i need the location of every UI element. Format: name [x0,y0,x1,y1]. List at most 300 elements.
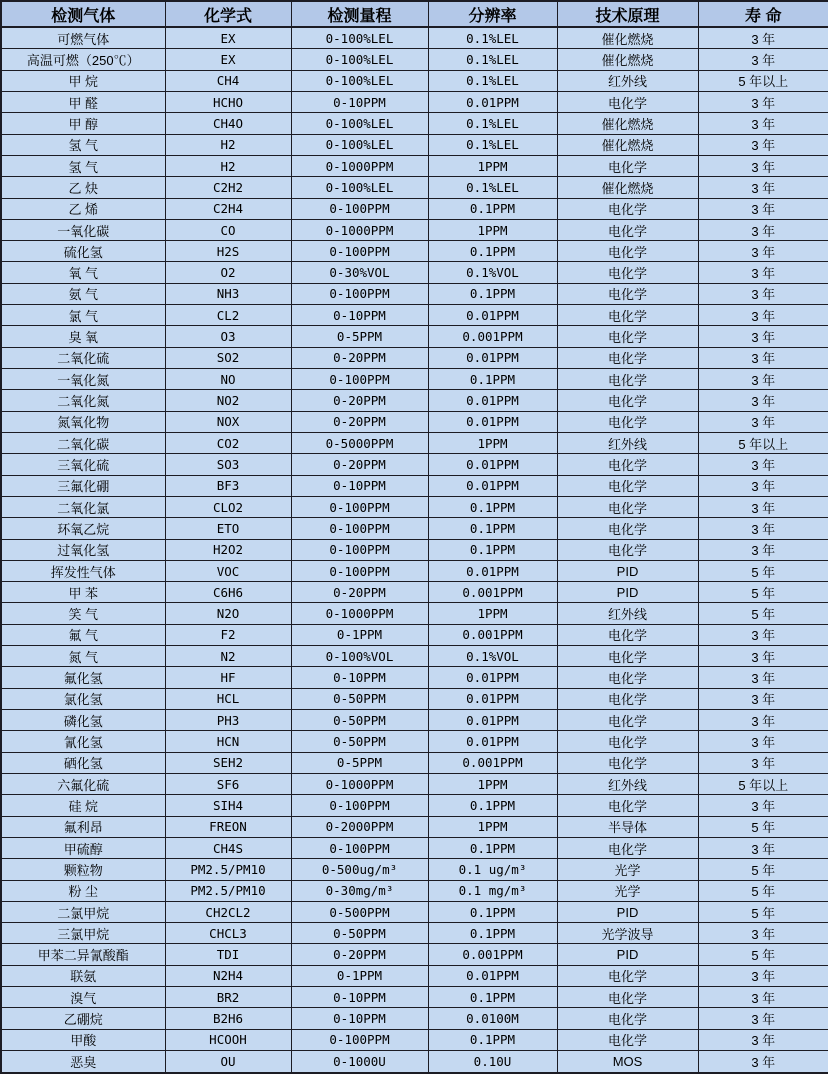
cell-gas: 氰化氢 [1,731,165,752]
table-row [1,1051,828,1073]
cell-formula: NOX [165,411,291,432]
cell-gas: 甲 苯 [1,582,165,603]
cell-principle: 电化学 [557,688,698,709]
table-row [1,49,828,70]
cell-lifespan: 3 年 [698,91,828,112]
cell-gas: 氯 气 [1,305,165,326]
table-row [1,454,828,475]
cell-gas: 可燃气体 [1,27,165,49]
cell-lifespan: 5 年 [698,859,828,880]
cell-gas: 氢 气 [1,134,165,155]
cell-resolution: 0.1PPM [428,518,557,539]
cell-formula: CH4O [165,113,291,134]
cell-gas: 二氧化氮 [1,390,165,411]
cell-range: 0-100PPM [291,837,428,858]
cell-resolution: 0.1%LEL [428,177,557,198]
table-row [1,134,828,155]
table-row [1,837,828,858]
cell-range: 0-10PPM [291,1008,428,1029]
table-row [1,369,828,390]
cell-resolution: 1PPM [428,155,557,176]
cell-principle: 电化学 [557,624,698,645]
cell-range: 0-10PPM [291,987,428,1008]
cell-resolution: 0.1%LEL [428,113,557,134]
cell-formula: H2O2 [165,539,291,560]
cell-formula: CH4 [165,70,291,91]
cell-gas: 粉 尘 [1,880,165,901]
cell-range: 0-10PPM [291,667,428,688]
cell-lifespan: 5 年 [698,560,828,581]
cell-resolution: 1PPM [428,219,557,240]
cell-principle: PID [557,944,698,965]
cell-principle: 电化学 [557,347,698,368]
cell-gas: 乙 炔 [1,177,165,198]
cell-lifespan: 3 年 [698,1029,828,1050]
cell-range: 0-100%VOL [291,646,428,667]
cell-gas: 乙硼烷 [1,1008,165,1029]
cell-formula: CH4S [165,837,291,858]
cell-resolution: 0.1PPM [428,1029,557,1050]
cell-principle: 红外线 [557,773,698,794]
cell-formula: N2O [165,603,291,624]
cell-principle: 红外线 [557,70,698,91]
cell-lifespan: 5 年 [698,901,828,922]
cell-resolution: 0.1PPM [428,198,557,219]
cell-range: 0-5000PPM [291,432,428,453]
cell-formula: HF [165,667,291,688]
cell-lifespan: 3 年 [698,49,828,70]
cell-principle: 催化燃烧 [557,27,698,49]
cell-formula: BR2 [165,987,291,1008]
cell-formula: ETO [165,518,291,539]
cell-gas: 过氧化氢 [1,539,165,560]
cell-range: 0-5PPM [291,326,428,347]
cell-range: 0-50PPM [291,688,428,709]
cell-lifespan: 3 年 [698,518,828,539]
table-row [1,731,828,752]
cell-range: 0-100PPM [291,283,428,304]
cell-resolution: 0.1%VOL [428,262,557,283]
cell-gas: 二氯甲烷 [1,901,165,922]
cell-principle: 电化学 [557,155,698,176]
cell-range: 0-20PPM [291,454,428,475]
cell-range: 0-2000PPM [291,816,428,837]
cell-resolution: 1PPM [428,773,557,794]
cell-gas: 氟利昂 [1,816,165,837]
cell-range: 0-100PPM [291,496,428,517]
cell-lifespan: 3 年 [698,539,828,560]
cell-gas: 联氨 [1,965,165,986]
cell-gas: 硫化氢 [1,241,165,262]
table-row [1,923,828,944]
cell-lifespan: 3 年 [698,688,828,709]
cell-gas: 三氟化硼 [1,475,165,496]
cell-range: 0-1PPM [291,624,428,645]
cell-gas: 溴气 [1,987,165,1008]
cell-gas: 挥发性气体 [1,560,165,581]
cell-resolution: 0.1PPM [428,795,557,816]
cell-formula: N2 [165,646,291,667]
table-row [1,816,828,837]
cell-formula: CO [165,219,291,240]
cell-formula: SEH2 [165,752,291,773]
cell-resolution: 0.001PPM [428,624,557,645]
cell-range: 0-500PPM [291,901,428,922]
cell-formula: HCHO [165,91,291,112]
cell-formula: PM2.5/PM10 [165,859,291,880]
cell-range: 0-30%VOL [291,262,428,283]
cell-range: 0-20PPM [291,411,428,432]
cell-lifespan: 3 年 [698,134,828,155]
cell-principle: 电化学 [557,91,698,112]
table-row [1,283,828,304]
cell-resolution: 0.01PPM [428,731,557,752]
cell-lifespan: 3 年 [698,390,828,411]
cell-resolution: 0.01PPM [428,710,557,731]
cell-lifespan: 3 年 [698,198,828,219]
cell-lifespan: 3 年 [698,965,828,986]
cell-resolution: 0.1PPM [428,283,557,304]
cell-formula: VOC [165,560,291,581]
cell-resolution: 0.001PPM [428,944,557,965]
table-row [1,987,828,1008]
cell-lifespan: 3 年 [698,837,828,858]
table-row [1,475,828,496]
cell-resolution: 0.01PPM [428,411,557,432]
cell-formula: O3 [165,326,291,347]
cell-formula: NH3 [165,283,291,304]
cell-principle: 电化学 [557,496,698,517]
cell-range: 0-1000PPM [291,603,428,624]
table-row [1,667,828,688]
cell-resolution: 0.1%LEL [428,49,557,70]
table-row [1,347,828,368]
table-row [1,432,828,453]
cell-principle: 电化学 [557,518,698,539]
cell-lifespan: 3 年 [698,454,828,475]
table-row [1,91,828,112]
table-row [1,27,828,49]
cell-formula: SO2 [165,347,291,368]
cell-lifespan: 3 年 [698,667,828,688]
cell-resolution: 1PPM [428,603,557,624]
cell-lifespan: 3 年 [698,1051,828,1073]
cell-resolution: 0.01PPM [428,305,557,326]
header-cell-formula: 化学式 [165,1,291,27]
cell-gas: 三氧化硫 [1,454,165,475]
cell-range: 0-20PPM [291,390,428,411]
cell-formula: CHCL3 [165,923,291,944]
table-row [1,390,828,411]
cell-lifespan: 3 年 [698,475,828,496]
cell-resolution: 1PPM [428,816,557,837]
cell-resolution: 0.1%LEL [428,134,557,155]
cell-formula: H2 [165,155,291,176]
cell-range: 0-50PPM [291,710,428,731]
cell-gas: 乙 烯 [1,198,165,219]
cell-formula: CLO2 [165,496,291,517]
cell-lifespan: 3 年 [698,624,828,645]
cell-resolution: 0.1PPM [428,987,557,1008]
cell-formula: HCN [165,731,291,752]
table-row [1,219,828,240]
cell-gas: 氨 气 [1,283,165,304]
cell-resolution: 0.1PPM [428,837,557,858]
table-row [1,326,828,347]
cell-range: 0-30mg/m³ [291,880,428,901]
cell-resolution: 0.01PPM [428,475,557,496]
cell-gas: 三氯甲烷 [1,923,165,944]
cell-principle: PID [557,582,698,603]
cell-resolution: 0.01PPM [428,560,557,581]
cell-formula: SF6 [165,773,291,794]
cell-lifespan: 3 年 [698,283,828,304]
cell-principle: 电化学 [557,241,698,262]
table-row [1,1008,828,1029]
cell-principle: 电化学 [557,539,698,560]
cell-resolution: 0.001PPM [428,582,557,603]
cell-gas: 硅 烷 [1,795,165,816]
cell-formula: BF3 [165,475,291,496]
table-row [1,241,828,262]
cell-principle: 红外线 [557,432,698,453]
cell-principle: 电化学 [557,283,698,304]
cell-range: 0-50PPM [291,731,428,752]
cell-lifespan: 3 年 [698,496,828,517]
cell-principle: 电化学 [557,219,698,240]
cell-principle: MOS [557,1051,698,1073]
table-row [1,539,828,560]
cell-formula: CO2 [165,432,291,453]
cell-lifespan: 5 年以上 [698,773,828,794]
cell-formula: HCL [165,688,291,709]
cell-resolution: 0.001PPM [428,326,557,347]
cell-lifespan: 3 年 [698,113,828,134]
cell-resolution: 0.001PPM [428,752,557,773]
cell-range: 0-100%LEL [291,49,428,70]
cell-formula: B2H6 [165,1008,291,1029]
cell-gas: 硒化氢 [1,752,165,773]
cell-principle: 光学 [557,859,698,880]
cell-lifespan: 3 年 [698,710,828,731]
cell-principle: 红外线 [557,603,698,624]
table-row [1,944,828,965]
cell-gas: 环氧乙烷 [1,518,165,539]
cell-principle: 光学 [557,880,698,901]
cell-principle: 电化学 [557,326,698,347]
cell-gas: 二氧化碳 [1,432,165,453]
cell-formula: H2S [165,241,291,262]
cell-range: 0-1000U [291,1051,428,1073]
cell-range: 0-500ug/m³ [291,859,428,880]
cell-resolution: 0.0100M [428,1008,557,1029]
cell-formula: F2 [165,624,291,645]
table-row [1,70,828,91]
cell-formula: TDI [165,944,291,965]
cell-range: 0-20PPM [291,944,428,965]
cell-resolution: 0.1%VOL [428,646,557,667]
cell-gas: 笑 气 [1,603,165,624]
cell-principle: 电化学 [557,411,698,432]
table-row [1,560,828,581]
table-row [1,582,828,603]
cell-range: 0-100PPM [291,539,428,560]
cell-gas: 恶臭 [1,1051,165,1073]
cell-gas: 二氧化硫 [1,347,165,368]
cell-resolution: 0.10U [428,1051,557,1073]
cell-formula: CH2CL2 [165,901,291,922]
cell-formula: FREON [165,816,291,837]
cell-resolution: 0.1PPM [428,901,557,922]
cell-formula: PM2.5/PM10 [165,880,291,901]
header-cell-resolution: 分辨率 [428,1,557,27]
cell-lifespan: 5 年 [698,880,828,901]
table-row [1,624,828,645]
cell-lifespan: 3 年 [698,326,828,347]
cell-lifespan: 3 年 [698,411,828,432]
cell-gas: 氟 气 [1,624,165,645]
cell-lifespan: 3 年 [698,305,828,326]
table-row [1,305,828,326]
cell-formula: N2H4 [165,965,291,986]
cell-lifespan: 3 年 [698,795,828,816]
header-cell-principle: 技术原理 [557,1,698,27]
cell-formula: NO [165,369,291,390]
cell-lifespan: 3 年 [698,369,828,390]
table-row [1,496,828,517]
cell-resolution: 0.01PPM [428,454,557,475]
cell-lifespan: 3 年 [698,27,828,49]
cell-range: 0-100PPM [291,560,428,581]
cell-gas: 氯化氢 [1,688,165,709]
cell-range: 0-100PPM [291,518,428,539]
cell-principle: PID [557,901,698,922]
cell-range: 0-100PPM [291,369,428,390]
cell-principle: 电化学 [557,198,698,219]
cell-principle: 光学波导 [557,923,698,944]
cell-principle: 催化燃烧 [557,113,698,134]
cell-principle: 电化学 [557,667,698,688]
cell-lifespan: 3 年 [698,219,828,240]
cell-lifespan: 3 年 [698,646,828,667]
cell-gas: 甲 醛 [1,91,165,112]
cell-gas: 氮氧化物 [1,411,165,432]
cell-gas: 甲硫醇 [1,837,165,858]
cell-lifespan: 3 年 [698,241,828,262]
cell-range: 0-10PPM [291,475,428,496]
table-row [1,901,828,922]
table-row [1,710,828,731]
cell-gas: 氟化氢 [1,667,165,688]
cell-principle: 电化学 [557,454,698,475]
cell-principle: 电化学 [557,262,698,283]
cell-principle: 电化学 [557,646,698,667]
cell-principle: 电化学 [557,710,698,731]
cell-resolution: 0.01PPM [428,347,557,368]
cell-gas: 一氧化氮 [1,369,165,390]
cell-gas: 二氧化氯 [1,496,165,517]
cell-gas: 高温可燃（250℃） [1,49,165,70]
table-row [1,688,828,709]
table-row [1,262,828,283]
cell-formula: SO3 [165,454,291,475]
cell-formula: SIH4 [165,795,291,816]
cell-range: 0-10PPM [291,305,428,326]
cell-resolution: 0.01PPM [428,91,557,112]
cell-principle: 催化燃烧 [557,49,698,70]
cell-gas: 甲 烷 [1,70,165,91]
cell-range: 0-100%LEL [291,113,428,134]
cell-resolution: 0.1%LEL [428,27,557,49]
header-cell-gas: 检测气体 [1,1,165,27]
cell-range: 0-100%LEL [291,70,428,91]
table-header-row [1,1,828,27]
cell-lifespan: 3 年 [698,731,828,752]
cell-formula: H2 [165,134,291,155]
cell-formula: OU [165,1051,291,1073]
cell-gas: 甲 醇 [1,113,165,134]
cell-resolution: 0.01PPM [428,390,557,411]
cell-resolution: 0.01PPM [428,688,557,709]
table-row [1,155,828,176]
table-row [1,113,828,134]
cell-range: 0-100PPM [291,241,428,262]
cell-formula: HCOOH [165,1029,291,1050]
cell-formula: C6H6 [165,582,291,603]
cell-lifespan: 3 年 [698,752,828,773]
cell-formula: O2 [165,262,291,283]
cell-principle: 电化学 [557,731,698,752]
cell-gas: 甲苯二异氰酸酯 [1,944,165,965]
cell-range: 0-100PPM [291,198,428,219]
table-row [1,795,828,816]
cell-principle: 电化学 [557,837,698,858]
cell-gas: 甲酸 [1,1029,165,1050]
cell-range: 0-1PPM [291,965,428,986]
cell-gas: 一氧化碳 [1,219,165,240]
table-row [1,752,828,773]
cell-range: 0-1000PPM [291,155,428,176]
cell-formula: PH3 [165,710,291,731]
cell-gas: 六氟化硫 [1,773,165,794]
cell-range: 0-5PPM [291,752,428,773]
cell-range: 0-100%LEL [291,177,428,198]
table-row [1,518,828,539]
cell-formula: C2H4 [165,198,291,219]
cell-lifespan: 3 年 [698,1008,828,1029]
cell-gas: 臭 氧 [1,326,165,347]
cell-range: 0-20PPM [291,347,428,368]
cell-lifespan: 3 年 [698,987,828,1008]
cell-lifespan: 3 年 [698,262,828,283]
cell-range: 0-20PPM [291,582,428,603]
cell-resolution: 0.1%LEL [428,70,557,91]
cell-range: 0-100%LEL [291,134,428,155]
cell-principle: 电化学 [557,752,698,773]
table-row [1,411,828,432]
cell-principle: PID [557,560,698,581]
cell-lifespan: 3 年 [698,923,828,944]
cell-resolution: 0.1 mg/m³ [428,880,557,901]
cell-formula: C2H2 [165,177,291,198]
cell-resolution: 0.1PPM [428,496,557,517]
cell-principle: 电化学 [557,795,698,816]
cell-formula: EX [165,27,291,49]
cell-gas: 氮 气 [1,646,165,667]
cell-lifespan: 5 年 [698,603,828,624]
cell-range: 0-1000PPM [291,773,428,794]
cell-principle: 电化学 [557,965,698,986]
